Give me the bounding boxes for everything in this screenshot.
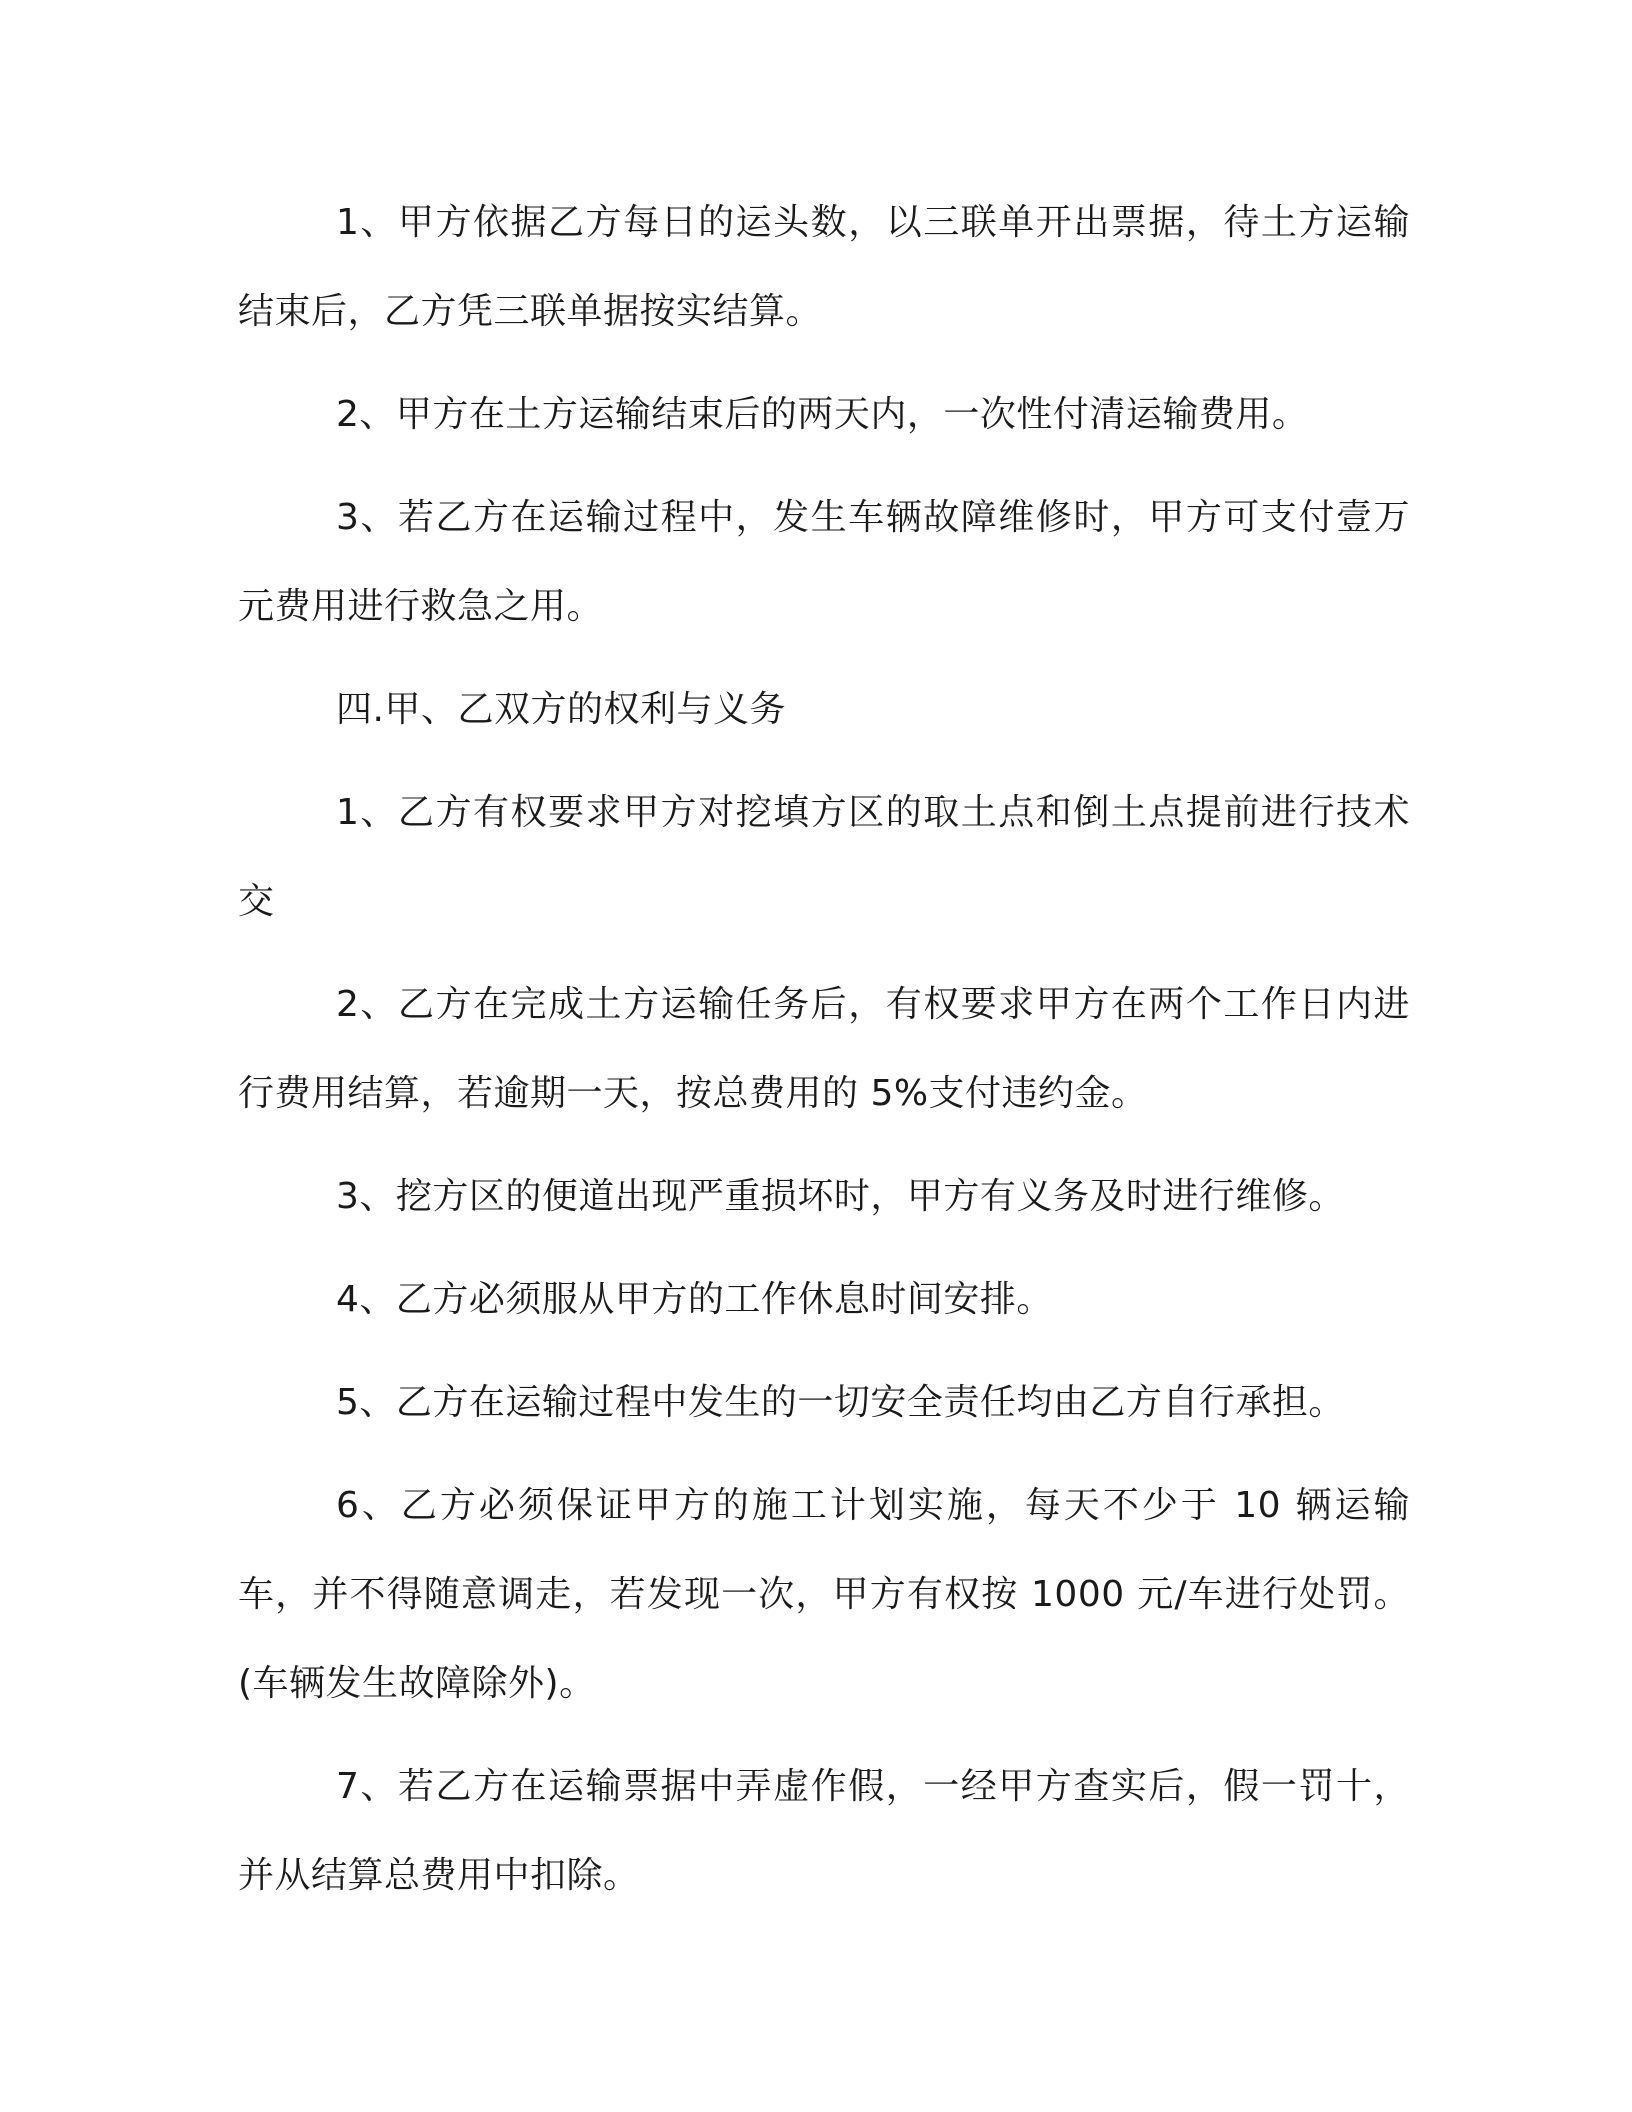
clause-rights-4: 4、乙方必须服从甲方的工作休息时间安排。 bbox=[336, 1279, 1053, 1320]
paragraph-gap bbox=[238, 1728, 1410, 1742]
section-heading-rights-obligations: 四.甲、乙双方的权利与义务 bbox=[336, 689, 786, 730]
document-body bbox=[238, 178, 1410, 1920]
paragraph-gap bbox=[238, 754, 1410, 768]
paragraph-gap bbox=[238, 356, 1410, 370]
clause-rights-5: 5、乙方在运输过程中发生的一切安全责任均由乙方自行承担。 bbox=[336, 1382, 1345, 1423]
clause-rights-2: 2、乙方在完成土方运输任务后，有权要求甲方在两个工作日内进行费用结算，若逾期一天，按总费用的 5%支付违约金。 bbox=[238, 984, 1410, 1114]
paragraph-gap bbox=[238, 651, 1410, 665]
paragraph-gap bbox=[238, 1138, 1410, 1152]
clause-rights-3: 3、挖方区的便道出现严重损坏时，甲方有义务及时进行维修。 bbox=[336, 1176, 1345, 1217]
paragraph-gap bbox=[238, 459, 1410, 473]
clause-rights-6: 6、乙方必须保证甲方的施工计划实施，每天不少于 10 辆运输车，并不得随意调走，若发现一次，甲方有权按 1000 元/车进行处罚。(车辆发生故障除外)。 bbox=[238, 1485, 1410, 1704]
clause-payment-2: 2、甲方在土方运输结束后的两天内，一次性付清运输费用。 bbox=[336, 394, 1309, 435]
clause-rights-7: 7、若乙方在运输票据中弄虚作假，一经甲方查实后，假一罚十，并从结算总费用中扣除。 bbox=[238, 1766, 1410, 1896]
paragraph-gap bbox=[238, 1241, 1410, 1255]
clause-rights-1: 1、乙方有权要求甲方对挖填方区的取土点和倒土点提前进行技术交 bbox=[238, 792, 1410, 922]
paragraph-gap bbox=[238, 1447, 1410, 1461]
paragraph-gap bbox=[238, 946, 1410, 960]
paragraph-gap bbox=[238, 1344, 1410, 1358]
clause-payment-1: 1、甲方依据乙方每日的运头数，以三联单开出票据，待土方运输结束后，乙方凭三联单据按实结算。 bbox=[238, 202, 1410, 332]
clause-payment-3: 3、若乙方在运输过程中，发生车辆故障维修时，甲方可支付壹万元费用进行救急之用。 bbox=[238, 497, 1410, 627]
